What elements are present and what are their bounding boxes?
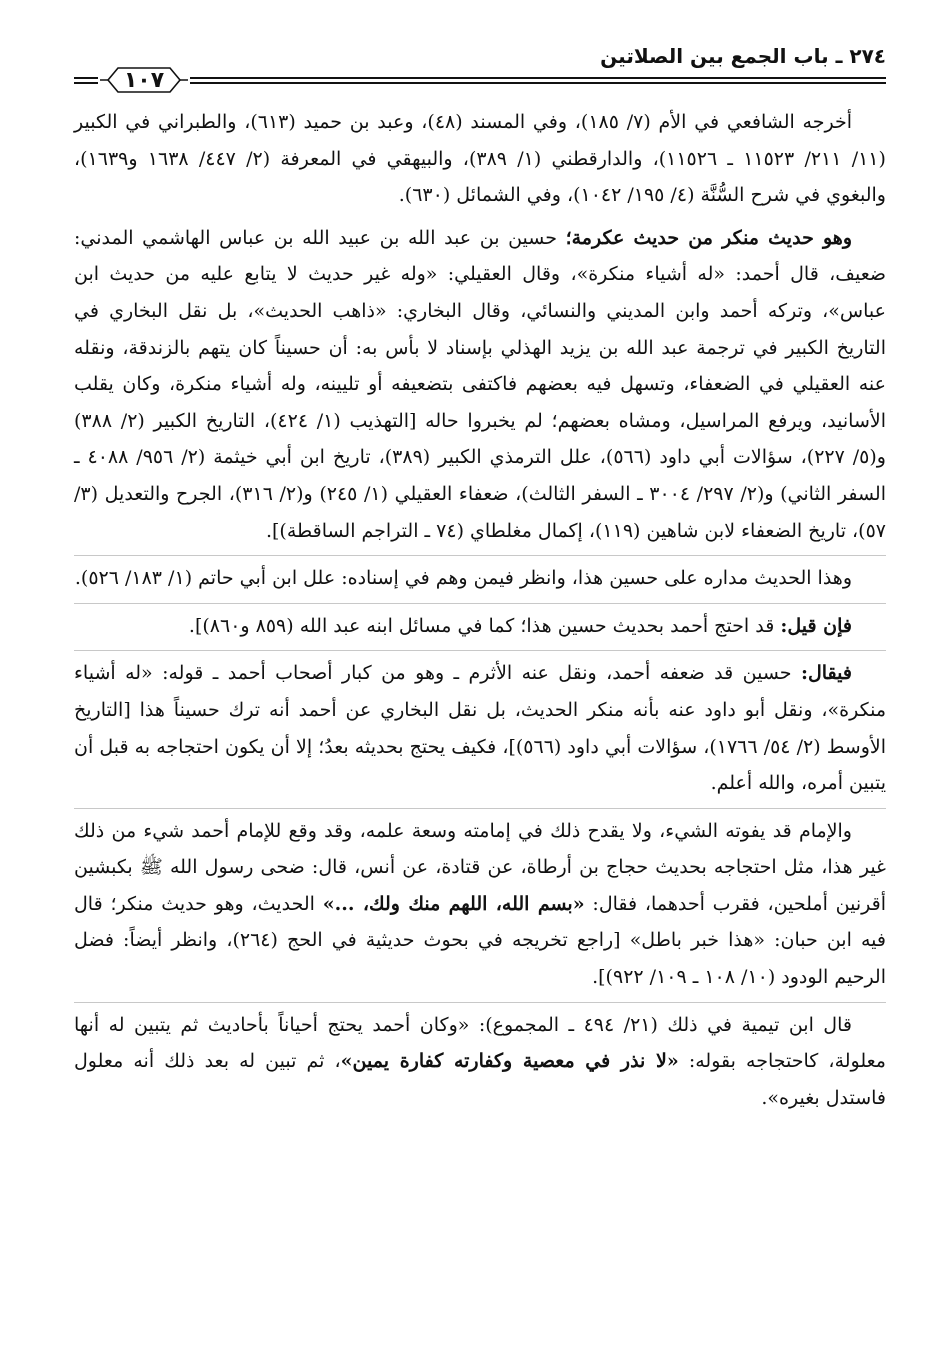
paragraph-text: قد احتج أحمد بحديث حسين هذا؛ كما في مسائل ابنه عبد الله (٨٥٩ و٨٦٠)].: [188, 614, 781, 637]
running-title: ٢٧٤ ـ باب الجمع بين الصلاتين: [600, 44, 886, 68]
paragraph-madar: [74, 555, 886, 597]
paragraph-takhrij: [74, 104, 886, 214]
body-text: [74, 104, 886, 1116]
document-page: [74, 38, 886, 1358]
page-number-frame: [98, 65, 190, 95]
paragraph-text: حسين بن عبد الله بن عبيد الله بن عباس الهاشمي المدني: ضعيف، قال أحمد: «له أشياء منكرة»، وقال العقيلي: «وله غير حديث لا يتابع عليه من حديث ابن عباس»، وتركه أحمد وابن المديني والنسائي، وقال البخاري: «ذاهب الحديث»، بل نقل البخاري في التاريخ الكبير في ترجمة عبد الله بن يزيد الهذلي بإسناد لا بأس به: أن حسيناً كان يتهم بالزندقة، ونقله عنه العقيلي في الضعفاء، وتسهل فيه بعضهم فاكتفى بتضعيفه أو تليينه، وله أشياء منكرة، وكان يقلب الأسانيد، ويرفع المراسيل، ومشاه بعضهم؛ لم يخبروا حاله [التهذيب (١/ ٤٢٤)، التاريخ الكبير (٢/ ٣٨٨) و(٥/ ٢٢٧)، سؤالات أبي داود (٥٦٦)، علل الترمذي الكبير (٣٨٩)، تاريخ ابن أبي خيثمة (٢/ ٩٥٦/ ٤٠٨٨ ـ السفر الثاني) و(٢/ ٢٩٧/ ٣٠٠٤ ـ السفر الثالث)، ضعفاء العقيلي (١/ ٢٤٥) و(٢/ ٣١٦)، الجرح والتعديل (٣/ ٥٧)، تاريخ الضعفاء لابن شاهين (١١٩)، إكمال مغلطاي (٧٤ ـ التراجم الساقطة)].: [74, 226, 886, 542]
paragraph-lead: فإن قيل:: [780, 614, 852, 637]
running-head: [74, 38, 886, 66]
paragraph-ibn-taymiyya: [74, 1002, 886, 1117]
paragraph-text: الحديث، وهو حديث منكر؛ قال فيه ابن حبان: «هذا خبر باطل» [راجع تخريجه في بحوث حديثية في الحج (٢٦٤)، وانظر أيضاً: فضل الرحيم الودود (١٠/ ١٠٨ ـ ١٠٩/ ٩٢٢)].: [74, 892, 886, 989]
paragraph-text: قال ابن تيمية في ذلك (٢١/ ٤٩٤ ـ المجموع): «وكان أحمد يحتج أحياناً بأحاديث ثم يتبين له أنها معلولة، كاحتجاجه بقوله:: [74, 1013, 886, 1073]
hadith-quote: «بسم الله، اللهم منك ولك، ...»: [322, 892, 585, 915]
rule-line-top: [74, 77, 886, 79]
paragraph-hukm: [74, 220, 886, 549]
paragraph-imam: [74, 808, 886, 996]
paragraph-text: أخرجه الشافعي في الأم (٧/ ١٨٥)، وفي المسند (٤٨)، وعبد بن حميد (٦١٣)، والطبراني في الكبير (١١/ ٢١١/ ١١٥٢٣ ـ ١١٥٢٦)، والدارقطني (١/ ٣٨٩)، والبيهقي في المعرفة (٢/ ٤٤٧/ ١٦٣٨ و١٦٣٩)، والبغوي في شرح السُّنَّة (٤/ ١٩٥/ ١٠٤٢)، وفي الشمائل (٦٣٠).: [74, 111, 886, 207]
header-rule: [74, 67, 886, 93]
paragraph-text: ، ثم تبين له بعد ذلك أنه معلول فاستدل بغيره».: [74, 1050, 886, 1109]
paragraph-objection: [74, 603, 886, 645]
hadith-quote: «لا نذر في معصية وكفارته كفارة يمين»: [340, 1050, 679, 1073]
paragraph-answer: [74, 650, 886, 801]
paragraph-text: حسين قد ضعفه أحمد، ونقل عنه الأثرم ـ وهو من كبار أصحاب أحمد ـ قوله: «له أشياء منكرة»، ونقل أبو داود عنه بأنه منكر الحديث، بل نقل البخاري عن أحمد أنه ترك حسيناً هذا [التاريخ الأوسط (٢/ ٥٤/ ١٧٦٦)، سؤالات أبي داود (٥٦٦)]، فكيف يحتج بحديثه بعدُ؛ إلا أن يكون احتجاجه به قبل أن يتبين أمره، والله أعلم.: [74, 662, 886, 795]
paragraph-lead: وهو حديث منكر من حديث عكرمة؛: [565, 226, 852, 249]
paragraph-text: والإمام قد يفوته الشيء، ولا يقدح ذلك في إمامته وسعة علمه، وقد وقع للإمام أحمد شيء من ذلك غير هذا، مثل احتجاجه بحديث حجاج بن أرطاة، عن قتادة، عن أنس، قال: ضحى رسول الله ﷺ بكبشين أقرنين أملحين، فقرب أحدهما، فقال:: [74, 819, 887, 915]
rule-line-bottom: [74, 82, 886, 84]
page-number: ١٠٧: [123, 67, 165, 93]
paragraph-lead: فيقال:: [800, 662, 852, 685]
paragraph-text: وهذا الحديث مداره على حسين هذا، وانظر فيمن وهم في إسناده: علل ابن أبي حاتم (١/ ١٨٣/ ٥٢٦).: [74, 567, 852, 590]
